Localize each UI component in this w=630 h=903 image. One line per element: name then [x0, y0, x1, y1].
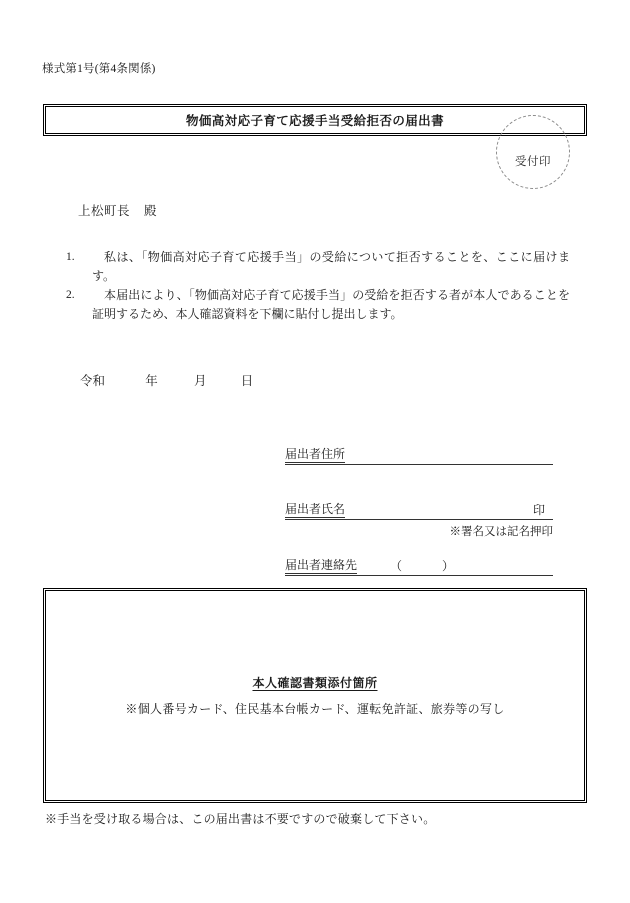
phone-number-parens: （ ）	[390, 559, 456, 573]
date-era: 令和	[80, 374, 106, 388]
attachment-description: ※個人番号カード、住民基本台帳カード、運転免許証、旅券等の写し	[125, 702, 505, 716]
clause-number-1: 1.	[66, 251, 75, 263]
clause-text-2: 本届出により、「物価高対応子育て応援手当」の受給を拒否する者が本人であることを証明するため、本人確認資料を下欄に貼付し提出します。	[92, 288, 570, 321]
footer-note: ※手当を受け取る場合は、この届出書は不要ですので破棄して下さい。	[45, 812, 436, 826]
receipt-stamp-circle	[496, 115, 570, 189]
addressee-honorific: 殿	[144, 204, 158, 218]
attachment-content	[46, 674, 584, 717]
date-line[interactable]	[80, 371, 253, 389]
clause-body-1	[92, 248, 570, 286]
applicant-contact-field[interactable]	[285, 556, 553, 576]
addressee-line	[78, 201, 157, 219]
signature-note: ※署名又は記名押印	[449, 526, 553, 538]
attachment-box[interactable]	[45, 590, 585, 801]
form-number: 様式第1号(第4条関係)	[42, 63, 156, 75]
document-title: 物価高対応子育て応援手当受給拒否の届出書	[185, 114, 444, 128]
date-day-unit: 日	[240, 374, 254, 388]
seal-mark: 印	[532, 503, 545, 517]
receipt-stamp-label: 受付印	[515, 156, 551, 168]
applicant-contact-label: 届出者連絡先	[285, 558, 358, 572]
applicant-address-label: 届出者住所	[285, 447, 346, 461]
addressee-recipient: 上松町長	[78, 204, 131, 218]
date-month-unit: 月	[194, 374, 207, 388]
clause-item-2	[66, 286, 570, 324]
applicant-address-field[interactable]	[285, 445, 553, 465]
applicant-name-label: 届出者氏名	[285, 502, 346, 516]
clause-item-1	[66, 248, 570, 286]
attachment-title: 本人確認書類添付箇所	[252, 676, 378, 690]
clause-text-1: 私は、「物価高対応子育て応援手当」の受給について拒否することを、ここに届けます。	[92, 250, 570, 283]
clause-body-2	[92, 286, 570, 324]
applicant-name-field[interactable]	[285, 500, 553, 520]
date-year-unit: 年	[145, 374, 158, 388]
clause-number-2: 2.	[66, 289, 75, 301]
